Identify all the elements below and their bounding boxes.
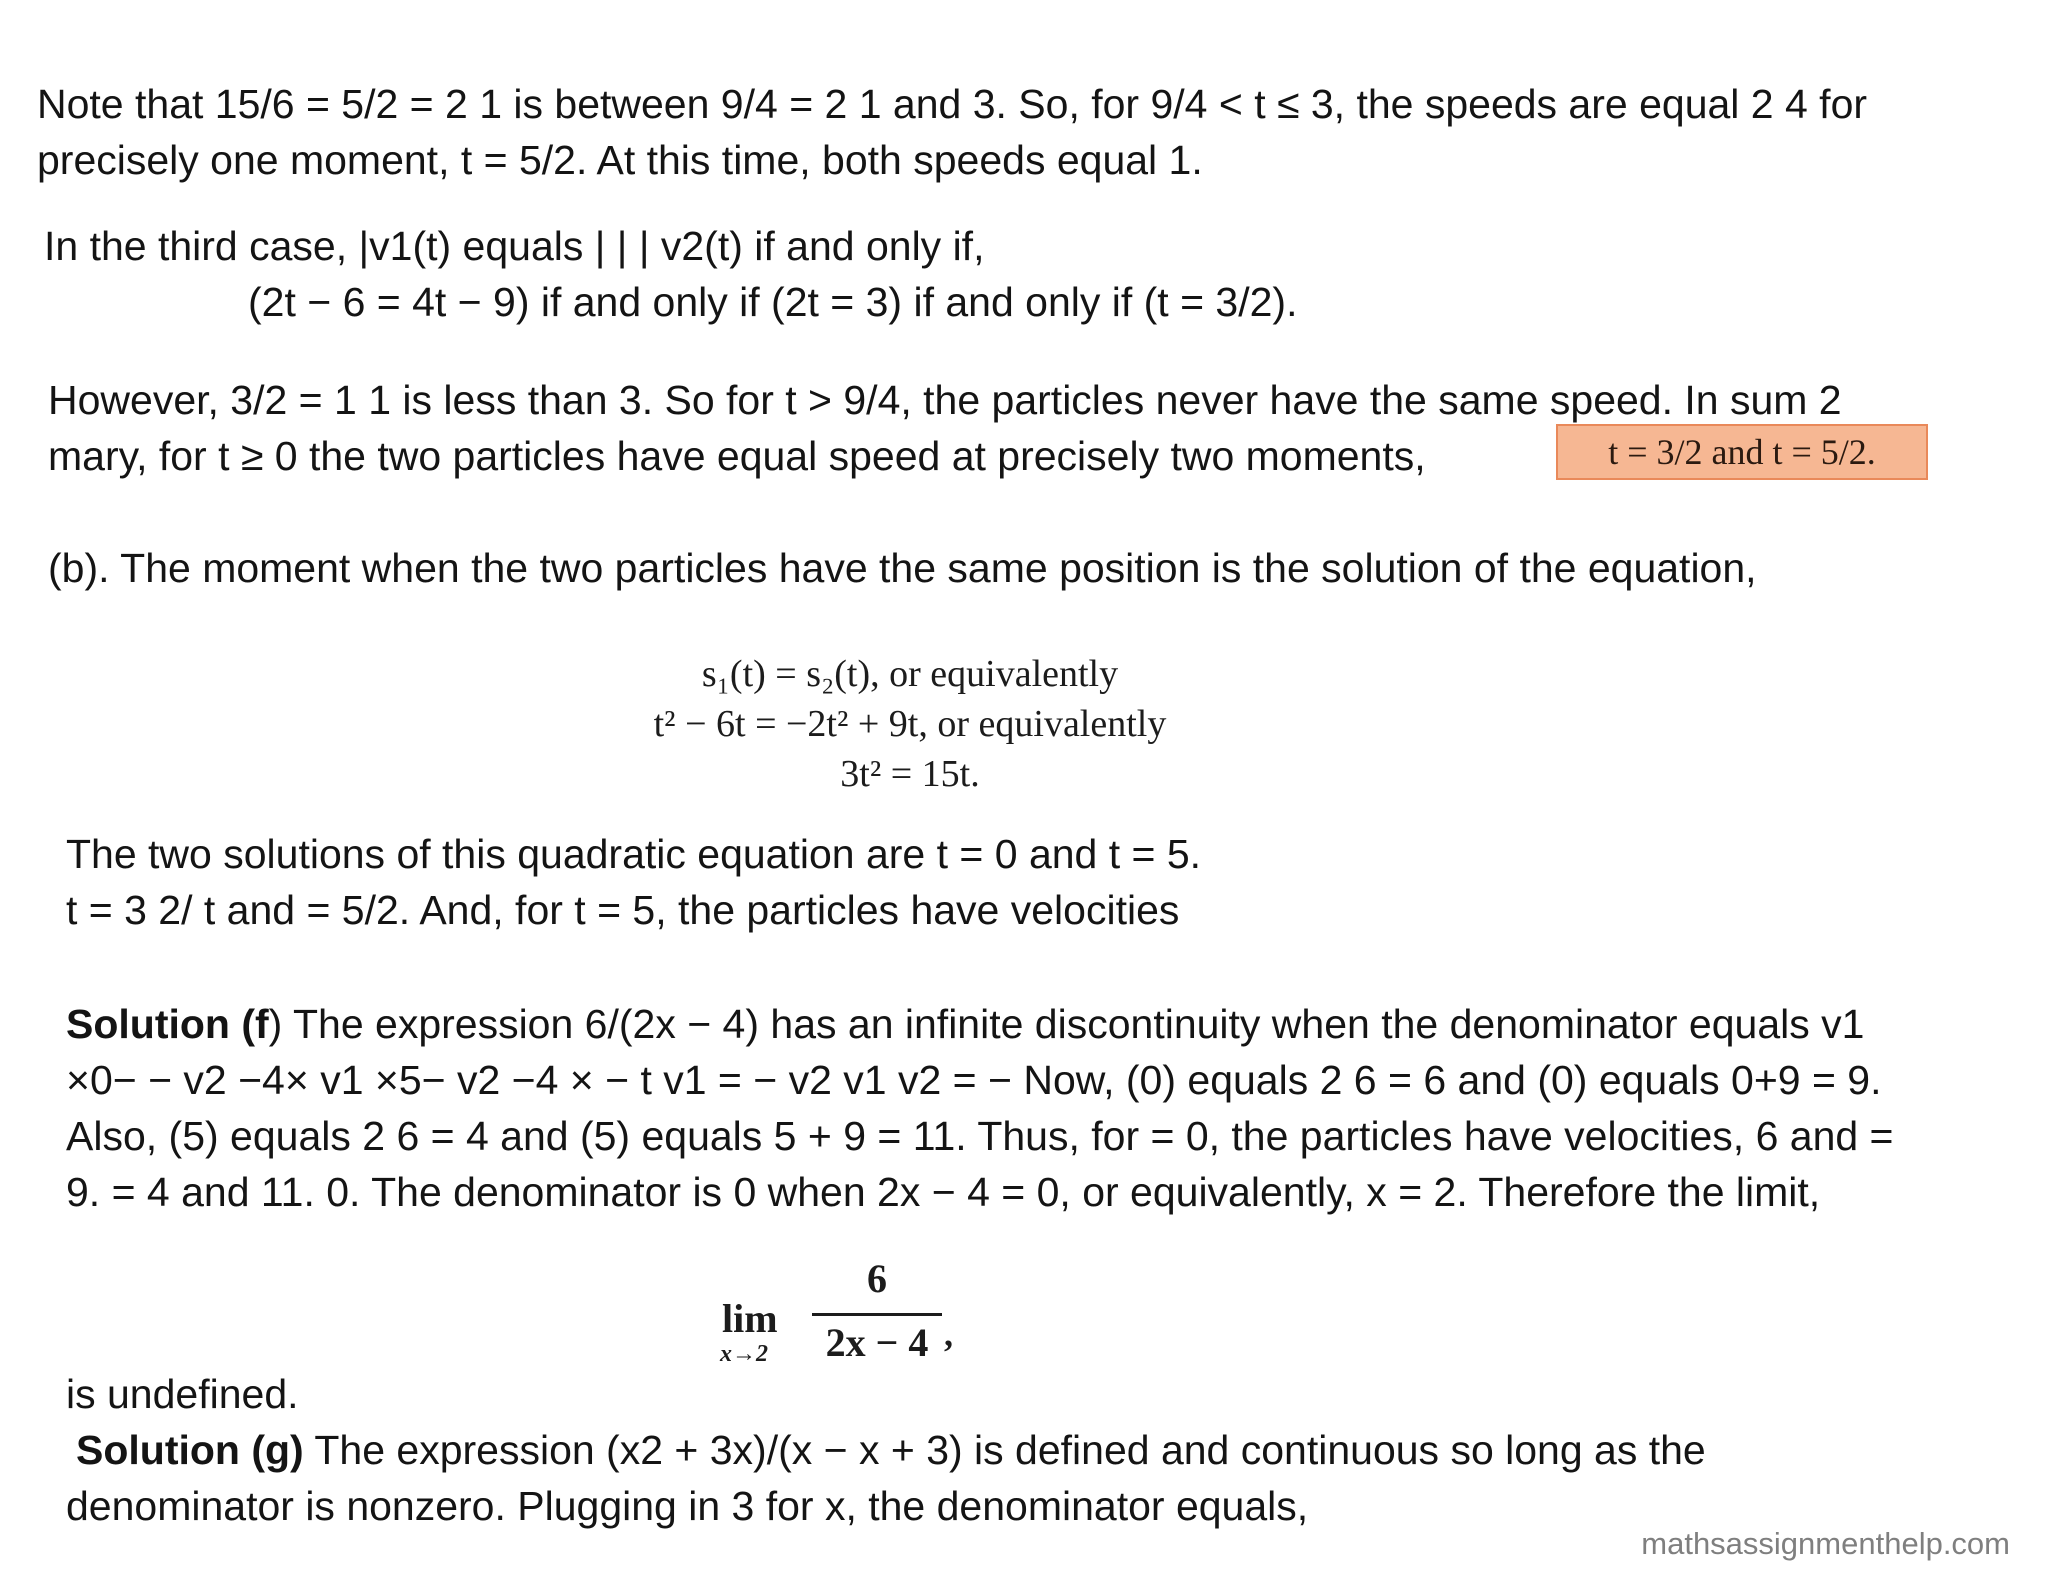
paragraph-3-line-1: However, 3/2 = 1 1 is less than 3. So for t > 9/4, the particles never have the same speed. In sum 2 [48, 377, 1842, 423]
paragraph-2-line-1: In the third case, |v1(t) equals | | | v2(t) if and only if, [44, 223, 985, 269]
solution-g-line-2: denominator is nonzero. Plugging in 3 for x, the denominator equals, [66, 1483, 1309, 1529]
paragraph-5-line-1: The two solutions of this quadratic equation are t = 0 and t = 5. [66, 831, 1202, 877]
paragraph-1-line-2: precisely one moment, t = 5/2. At this time, both speeds equal 1. [37, 137, 1203, 183]
paragraph-4-line-1: (b). The moment when the two particles have the same position is the solution of the equation, [48, 545, 1757, 591]
watermark: mathsassignmenthelp.com [1641, 1526, 2010, 1561]
fraction-denominator: 2x − 4 [825, 1320, 929, 1365]
solution-g-label: Solution (g) [76, 1427, 304, 1473]
paragraph-3-line-2: mary, for t ≥ 0 the two particles have equal speed at precisely two moments, [48, 433, 1426, 479]
paragraph-1-line-1: Note that 15/6 = 5/2 = 2 1 is between 9/4 = 2 1 and 3. So, for 9/4 < t ≤ 3, the speeds are equal 2 4 for [37, 81, 1868, 127]
solution-f-label: Solution (f [66, 1001, 269, 1047]
solution-g-line-1-text: The expression (x2 + 3x)/(x − x + 3) is defined and continuous so long as the [303, 1427, 1706, 1473]
equation-1: s₁(t) = s₂(t), or equivalently [701, 653, 1119, 695]
limit-expression [716, 1255, 956, 1375]
equation-2: t² − 6t = −2t² + 9t, or equivalently [653, 703, 1167, 745]
equation-block [560, 650, 1260, 800]
fraction-bar [812, 1313, 942, 1316]
limit-subscript: x→2 [720, 1341, 768, 1367]
paragraph-2-line-2: (2t − 6 = 4t − 9) if and only if (2t = 3) if and only if (t = 3/2). [248, 279, 1298, 325]
paragraph-5-line-2: t = 3 2/ t and = 5/2. And, for t = 5, the particles have velocities [66, 887, 1180, 933]
solution-f-line-2: ×0− − v2 −4× v1 ×5− v2 −4 × − t v1 = − v2 v1 v2 = − Now, (0) equals 2 6 = 6 and (0) equals 0+9 = 9. [66, 1057, 1882, 1103]
solution-f-line-4: 9. = 4 and 11. 0. The denominator is 0 when 2x − 4 = 0, or equivalently, x = 2. Therefore the limit, [66, 1169, 1821, 1215]
fraction-numerator: 6 [867, 1256, 887, 1301]
solution-f-line-3: Also, (5) equals 2 6 = 4 and (5) equals 5 + 9 = 11. Thus, for = 0, the particles have velocities, 6 and = [66, 1113, 1894, 1159]
fraction-comma: , [944, 1314, 953, 1354]
limit-operator: lim [722, 1296, 778, 1341]
solution-g-line-1 [66, 1424, 1706, 1476]
boxed-answer: t = 3/2 and t = 5/2. [1556, 424, 1928, 480]
solution-f-line-1-text: ) The expression 6/(2x − 4) has an infinite discontinuity when the denominator equals v1 [268, 1001, 1865, 1047]
undefined-line: is undefined. [66, 1371, 299, 1417]
solution-f-line-1 [66, 998, 1864, 1050]
equation-3: 3t² = 15t. [840, 753, 980, 795]
